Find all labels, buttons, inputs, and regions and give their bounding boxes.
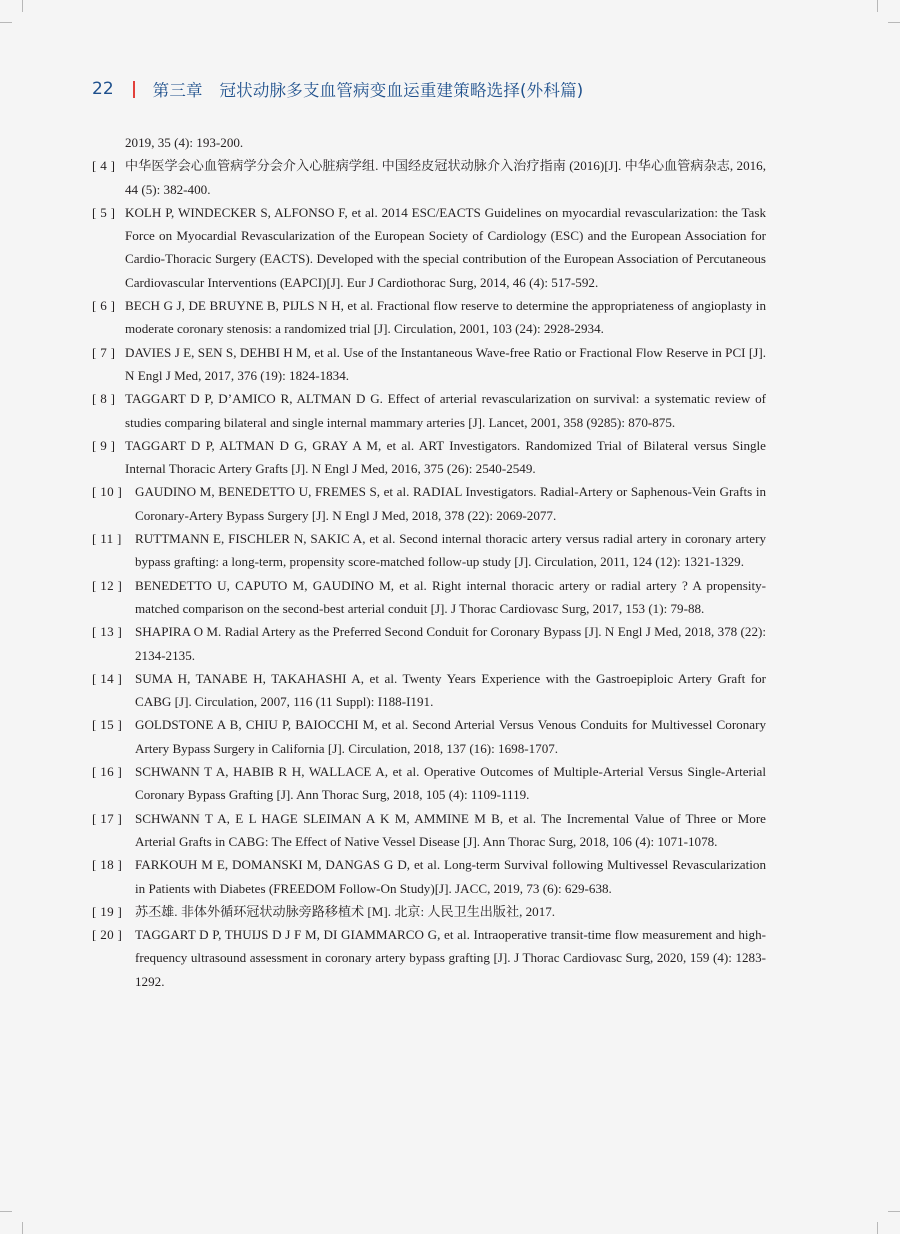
reference-text: SUMA H, TANABE H, TAKAHASHI A, et al. Twenty Years Experience with the Gastroepiploic Artery Graft for CABG [J]. Circulation, 2007, 116 (11 Suppl): I188-I191. <box>135 670 766 710</box>
reference-item <box>92 527 766 574</box>
reference-number: [ 14 ] <box>92 670 123 686</box>
crop-mark-top-right-h <box>888 22 900 23</box>
reference-item <box>92 900 766 923</box>
reference-text: TAGGART D P, D’AMICO R, ALTMAN D G. Effect of arterial revascularization on survival: a systematic review of studies comparing bilateral and single internal mammary arteries [J]. Lancet, 2001, 358 (9285): 870-875. <box>125 391 766 430</box>
reference-item <box>92 154 766 201</box>
reference-item <box>92 201 766 294</box>
reference-item <box>92 923 766 993</box>
reference-number: [ 20 ] <box>92 927 123 943</box>
header-separator <box>133 81 135 98</box>
reference-item <box>92 574 766 621</box>
reference-number: [ 16 ] <box>92 764 123 780</box>
reference-list <box>92 131 766 993</box>
reference-item <box>92 713 766 760</box>
reference-number: [ 4 ] <box>92 158 116 174</box>
reference-item <box>92 294 766 341</box>
reference-item <box>92 620 766 667</box>
reference-item <box>92 480 766 527</box>
reference-text: SHAPIRA O M. Radial Artery as the Preferred Second Conduit for Coronary Bypass [J]. N Engl J Med, 2018, 378 (22): 2134-2135. <box>135 624 766 663</box>
reference-number: [ 15 ] <box>92 717 123 733</box>
reference-text: 2019, 35 (4): 193-200. <box>125 135 244 150</box>
reference-number: [ 13 ] <box>92 624 123 640</box>
reference-number: [ 9 ] <box>92 437 116 453</box>
reference-text: SCHWANN T A, E L HAGE SLEIMAN A K M, AMMINE M B, et al. The Incremental Value of Three or More Arterial Grafts in CABG: The Effect of Native Vessel Disease [J]. Ann Thorac Surg, 2018, 106 (4): 1071-1078. <box>135 810 766 849</box>
crop-mark-bottom-left <box>22 1222 23 1234</box>
reference-number: [ 5 ] <box>92 204 116 220</box>
crop-mark-top-right <box>877 0 878 12</box>
reference-number: [ 19 ] <box>92 903 123 919</box>
reference-item <box>92 667 766 714</box>
reference-number: [ 7 ] <box>92 344 116 360</box>
reference-text: TAGGART D P, ALTMAN D G, GRAY A M, et al. ART Investigators. Randomized Trial of Bilateral versus Single Internal Thoracic Artery Grafts [J]. N Engl J Med, 2016, 375 (26): 2540-2549. <box>125 437 766 477</box>
reference-item <box>92 760 766 807</box>
reference-number: [ 6 ] <box>92 298 116 314</box>
reference-number: [ 12 ] <box>92 577 123 593</box>
crop-mark-bottom-right <box>877 1222 878 1234</box>
reference-text: DAVIES J E, SEN S, DEHBI H M, et al. Use of the Instantaneous Wave-free Ratio or Fractional Flow Reserve in PCI [J]. N Engl J Med, 2017, 376 (19): 1824-1834. <box>125 344 766 383</box>
reference-item <box>92 434 766 481</box>
reference-number: [ 17 ] <box>92 810 123 826</box>
reference-text: GAUDINO M, BENEDETTO U, FREMES S, et al. RADIAL Investigators. Radial-Artery or Saphenous-Vein Grafts in Coronary-Artery Bypass Surgery [J]. N Engl J Med, 2018, 378 (22): 2069-2077. <box>135 484 766 523</box>
chapter-title: 第三章 冠状动脉多支血管病变血运重建策略选择(外科篇) <box>152 81 584 100</box>
page-number: 22 <box>92 79 114 99</box>
reference-number: [ 10 ] <box>92 484 123 500</box>
reference-text: GOLDSTONE A B, CHIU P, BAIOCCHI M, et al. Second Arterial Versus Venous Conduits for Multivessel Coronary Artery Bypass Surgery in California [J]. Circulation, 2018, 137 (16): 1698-1707. <box>135 717 766 756</box>
reference-text: FARKOUH M E, DOMANSKI M, DANGAS G D, et al. Long-term Survival following Multivessel Revascularization in Patients with Diabetes (FREEDOM Follow-On Study)[J]. JACC, 2019, 73 (6): 629-638. <box>135 857 766 896</box>
reference-item <box>92 387 766 434</box>
reference-text: 中华医学会心血管病学分会介入心脏病学组. 中国经皮冠状动脉介入治疗指南 (2016)[J]. 中华心血管病杂志, 2016, 44 (5): 382-400. <box>125 158 766 197</box>
reference-text: TAGGART D P, THUIJS D J F M, DI GIAMMARCO G, et al. Intraoperative transit-time flow measurement and high-frequency ultrasound assessment in coronary artery bypass grafting [J]. J Thorac Cardiovasc Surg, 2020, 159 (4): 1283-1292. <box>135 927 766 989</box>
reference-text: BENEDETTO U, CAPUTO M, GAUDINO M, et al. Right internal thoracic artery or radial artery ? A propensity-matched comparison on the second-best arterial conduit [J]. J Thorac Cardiovasc Surg, 2017, 153 (1): 79-88. <box>135 577 766 616</box>
reference-text: BECH G J, DE BRUYNE B, PIJLS N H, et al. Fractional flow reserve to determine the appropriateness of angioplasty in moderate coronary stenosis: a randomized trial [J]. Circulation, 2001, 103 (24): 2928-2934. <box>125 298 766 337</box>
crop-mark-top-left <box>22 0 23 12</box>
reference-item <box>92 131 766 154</box>
crop-mark-top-left-h <box>0 22 12 23</box>
reference-text: SCHWANN T A, HABIB R H, WALLACE A, et al. Operative Outcomes of Multiple-Arterial Versus Single-Arterial Coronary Bypass Grafting [J]. Ann Thorac Surg, 2018, 105 (4): 1109-1119. <box>135 764 766 803</box>
reference-number: [ 8 ] <box>92 391 116 407</box>
running-header <box>92 74 808 104</box>
reference-text: RUTTMANN E, FISCHLER N, SAKIC A, et al. Second internal thoracic artery versus radial artery in coronary artery bypass grafting: a long-term, propensity score-matched follow-up study [J]. Circulation, 2011, 124 (12): 1321-1329. <box>135 531 766 570</box>
reference-text: 苏丕雄. 非体外循环冠状动脉旁路移植术 [M]. 北京: 人民卫生出版社, 2017. <box>135 903 556 919</box>
reference-number: [ 18 ] <box>92 857 123 873</box>
crop-mark-bottom-right-h <box>888 1211 900 1212</box>
reference-text: KOLH P, WINDECKER S, ALFONSO F, et al. 2014 ESC/EACTS Guidelines on myocardial revascularization: the Task Force on Myocardial Revascularization of the European Society of Cardiology (ESC) and the European Association for Cardio-Thoracic Surgery (EACTS). Developed with the special contribution of the European Association of Percutaneous Cardiovascular Interventions (EAPCI)[J]. Eur J Cardiothorac Surg, 2014, 46 (4): 517-592. <box>125 204 766 290</box>
reference-item <box>92 853 766 900</box>
reference-item <box>92 807 766 854</box>
reference-number: [ 11 ] <box>92 531 122 547</box>
crop-mark-bottom-left-h <box>0 1211 12 1212</box>
reference-item <box>92 341 766 388</box>
